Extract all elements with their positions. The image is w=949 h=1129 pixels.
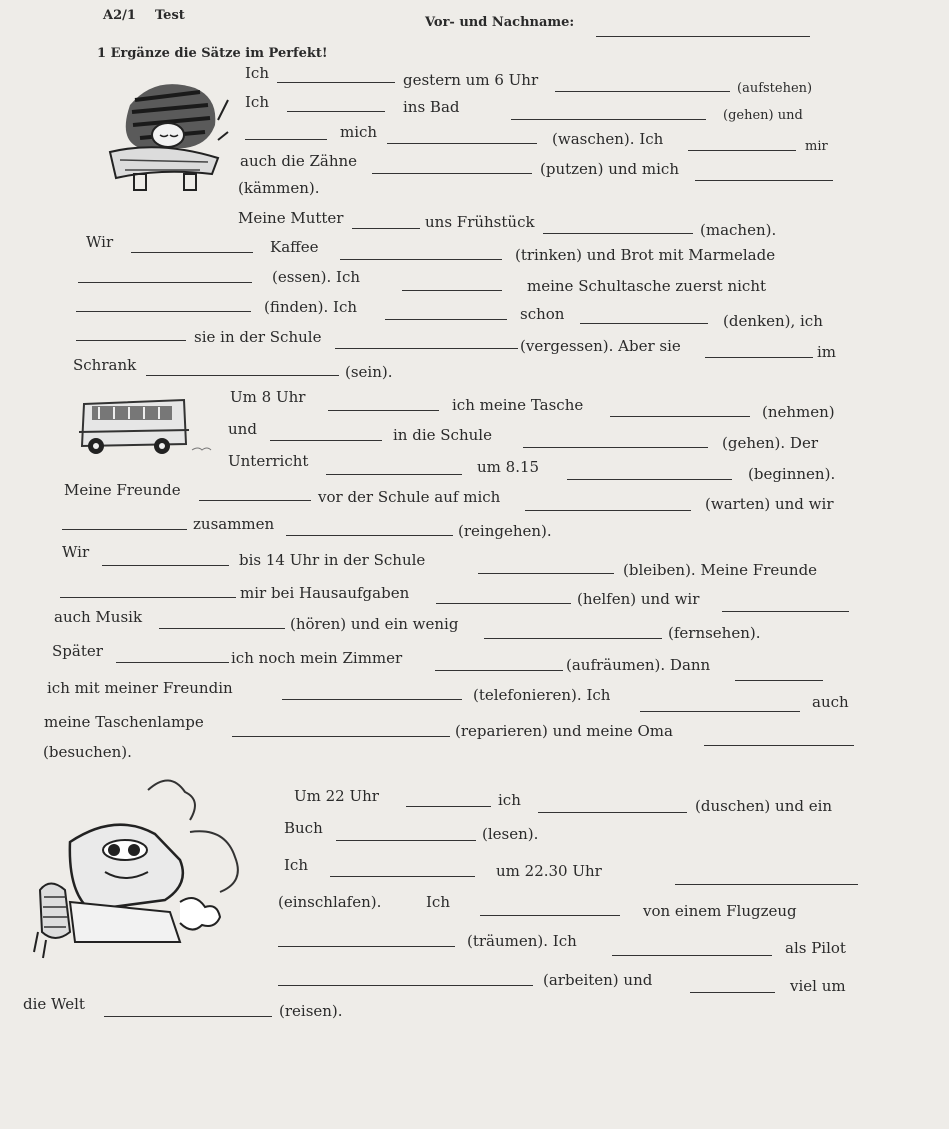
s4-blank-13[interactable] (232, 736, 450, 737)
name-blank[interactable] (596, 36, 810, 37)
s3-vor-schule: vor der Schule auf mich (318, 488, 501, 506)
s4-musik: auch Musik (54, 608, 143, 626)
s2-schon: schon (520, 305, 565, 323)
s2-im: im (817, 343, 837, 361)
s4-spaeter: Später (52, 642, 103, 660)
s4-besuchen: (besuchen). (43, 743, 132, 761)
s2-blank-11[interactable] (335, 348, 518, 349)
s3-in-schule: in die Schule (393, 426, 492, 444)
s5-blank-7[interactable] (278, 946, 455, 947)
s2-schultasche: meine Schultasche zuerst nicht (527, 277, 767, 295)
s4-blank-7[interactable] (484, 638, 662, 639)
s5-welt: die Welt (23, 995, 85, 1013)
s4-aufraeumen: (aufräumen). Dann (566, 656, 711, 674)
s2-schule: sie in der Schule (194, 328, 322, 346)
s4-blank-10[interactable] (735, 680, 823, 681)
s5-arbeiten: (arbeiten) und (543, 971, 653, 989)
s2-blank-7[interactable] (76, 311, 251, 312)
s5-lesen: (lesen). (482, 825, 539, 843)
s1-ins-bad: ins Bad (403, 98, 460, 116)
s5-blank-2[interactable] (538, 812, 687, 813)
s4-helfen: (helfen) und wir (577, 590, 700, 608)
name-label: Vor- und Nachname: (425, 15, 575, 30)
s5-blank-11[interactable] (104, 1016, 272, 1017)
s5-duschen: (duschen) und ein (695, 797, 833, 815)
s1-gestern: gestern um 6 Uhr (403, 71, 539, 89)
s3-blank-3[interactable] (270, 440, 382, 441)
s1-blank-1[interactable] (277, 82, 395, 83)
s4-blank-2[interactable] (478, 573, 614, 574)
s3-tasche: ich meine Tasche (452, 396, 584, 414)
s4-hoeren: (hören) und ein wenig (290, 615, 459, 633)
s2-machen: (machen). (700, 221, 777, 239)
s2-blank-5[interactable] (78, 282, 252, 283)
s2-schrank: Schrank (73, 356, 137, 374)
s4-bleiben: (bleiben). Meine Freunde (623, 561, 818, 579)
s3-blank-5[interactable] (326, 474, 462, 475)
s2-vergessen: (vergessen). Aber sie (520, 337, 681, 355)
s3-gehen-der: (gehen). Der (722, 434, 818, 452)
level-label: A2/1 (103, 8, 136, 23)
s2-wir: Wir (86, 233, 114, 251)
s4-hausaufgaben: mir bei Hausaufgaben (240, 584, 410, 602)
s1-blank-3[interactable] (287, 111, 385, 112)
s4-fernsehen: (fernsehen). (668, 624, 761, 642)
s5-um22: Um 22 Uhr (294, 787, 379, 805)
s3-blank-6[interactable] (567, 479, 732, 480)
s5-blank-6[interactable] (480, 915, 620, 916)
s5-blank-10[interactable] (690, 992, 775, 993)
s5-flugzeug: von einem Flugzeug (643, 902, 797, 920)
s2-blank-12[interactable] (705, 357, 813, 358)
s1-blank-4[interactable] (511, 119, 706, 120)
s1-kammen: (kämmen). (238, 179, 320, 197)
s5-blank-9[interactable] (278, 985, 533, 986)
s4-freundin: ich mit meiner Freundin (47, 679, 233, 697)
s5-einschlafen: (einschlafen). (278, 893, 382, 911)
s4-blank-8[interactable] (116, 662, 229, 663)
s3-und: und (228, 420, 257, 438)
s1-blank-7[interactable] (688, 150, 796, 151)
s3-blank-7[interactable] (199, 500, 311, 501)
s1-blank-2[interactable] (555, 91, 730, 92)
s2-essen-ich: (essen). Ich (272, 268, 361, 286)
s5-reisen: (reisen). (279, 1002, 343, 1020)
s3-blank-2[interactable] (610, 416, 750, 417)
s5-ich3: Ich (426, 893, 450, 911)
s2-blank-13[interactable] (146, 375, 339, 376)
s4-blank-6[interactable] (159, 628, 285, 629)
s4-zimmer: ich noch mein Zimmer (231, 649, 403, 667)
s1-blank-5[interactable] (245, 139, 327, 140)
s3-um815: um 8.15 (477, 458, 540, 476)
s4-bis14: bis 14 Uhr in der Schule (239, 551, 426, 569)
s2-trinken-brot: (trinken) und Brot mit Marmelade (515, 246, 776, 264)
s4-blank-1[interactable] (102, 565, 229, 566)
s4-blank-14[interactable] (704, 745, 854, 746)
s1-mich: mich (340, 123, 378, 141)
s3-nehmen: (nehmen) (762, 403, 835, 421)
s2-kaffee: Kaffee (270, 238, 319, 256)
s2-denken-ich: (denken), ich (723, 312, 823, 330)
s5-blank-1[interactable] (406, 806, 491, 807)
s3-reingehen: (reingehen). (458, 522, 552, 540)
s3-blank-4[interactable] (523, 447, 708, 448)
s3-blank-9[interactable] (62, 529, 187, 530)
s4-telefonieren: (telefonieren). Ich (473, 686, 611, 704)
s5-traeumen: (träumen). Ich (467, 932, 577, 950)
s1-blank-6[interactable] (387, 143, 537, 144)
s4-blank-5[interactable] (722, 611, 849, 612)
test-label: Test (155, 8, 185, 23)
s2-blank-3[interactable] (131, 252, 253, 253)
s3-blank-8[interactable] (525, 510, 691, 511)
s1-blank-9[interactable] (695, 180, 833, 181)
s4-wir: Wir (62, 543, 90, 561)
s3-unterricht: Unterricht (228, 452, 309, 470)
s2-blank-9[interactable] (580, 323, 708, 324)
s4-auch: auch (812, 693, 849, 711)
s5-blank-3[interactable] (336, 840, 476, 841)
s1-gehen-und: (gehen) und (723, 108, 803, 123)
s2-blank-4[interactable] (340, 259, 502, 260)
s1-waschen-ich: (waschen). Ich (552, 130, 664, 148)
s1-ich1: Ich (245, 64, 269, 82)
s3-freunde: Meine Freunde (64, 481, 181, 499)
s2-blank-1[interactable] (352, 228, 420, 229)
s1-blank-8[interactable] (372, 173, 532, 174)
s5-blank-8[interactable] (612, 955, 772, 956)
bus-illustration (74, 392, 214, 462)
s4-reparieren: (reparieren) und meine Oma (455, 722, 673, 740)
s4-blank-4[interactable] (436, 603, 571, 604)
s1-auch-zaehne: auch die Zähne (240, 152, 358, 170)
s5-um2230: um 22.30 Uhr (496, 862, 602, 880)
s5-ich: ich (498, 791, 521, 809)
s1-putzen-mich: (putzen) und mich (540, 160, 679, 178)
s1-mir: mir (805, 139, 828, 154)
s1-aufstehen: (aufstehen) (737, 81, 813, 96)
sleeping-person-illustration (100, 70, 230, 195)
s3-blank-1[interactable] (328, 410, 439, 411)
s3-zusammen: zusammen (193, 515, 275, 533)
s2-blank-10[interactable] (76, 340, 186, 341)
s5-buch: Buch (284, 819, 323, 837)
s5-viel-um: viel um (790, 977, 846, 995)
s1-ich2: Ich (245, 93, 269, 111)
s3-blank-10[interactable] (286, 535, 453, 536)
task-title: 1 Ergänze die Sätze im Perfekt! (97, 46, 328, 61)
s5-ich2: Ich (284, 856, 308, 874)
s2-uns-fruehstueck: uns Frühstück (425, 213, 535, 231)
s4-blank-11[interactable] (282, 699, 462, 700)
s3-warten-wir: (warten) und wir (705, 495, 834, 513)
s4-lampe: meine Taschenlampe (44, 713, 204, 731)
s2-blank-6[interactable] (402, 290, 502, 291)
s2-finden-ich: (finden). Ich (264, 298, 358, 316)
pilot-plane-illustration (30, 772, 275, 982)
s2-sein: (sein). (345, 363, 393, 381)
s3-um8: Um 8 Uhr (230, 388, 306, 406)
s3-beginnen: (beginnen). (748, 465, 836, 483)
s2-blank-2[interactable] (543, 233, 693, 234)
s5-blank-4[interactable] (330, 876, 475, 877)
s2-mutter: Meine Mutter (238, 209, 344, 227)
s4-blank-12[interactable] (640, 711, 800, 712)
s5-blank-5[interactable] (675, 884, 858, 885)
s4-blank-9[interactable] (435, 670, 563, 671)
s2-blank-8[interactable] (385, 319, 507, 320)
s4-blank-3[interactable] (60, 597, 236, 598)
s5-pilot: als Pilot (785, 939, 846, 957)
